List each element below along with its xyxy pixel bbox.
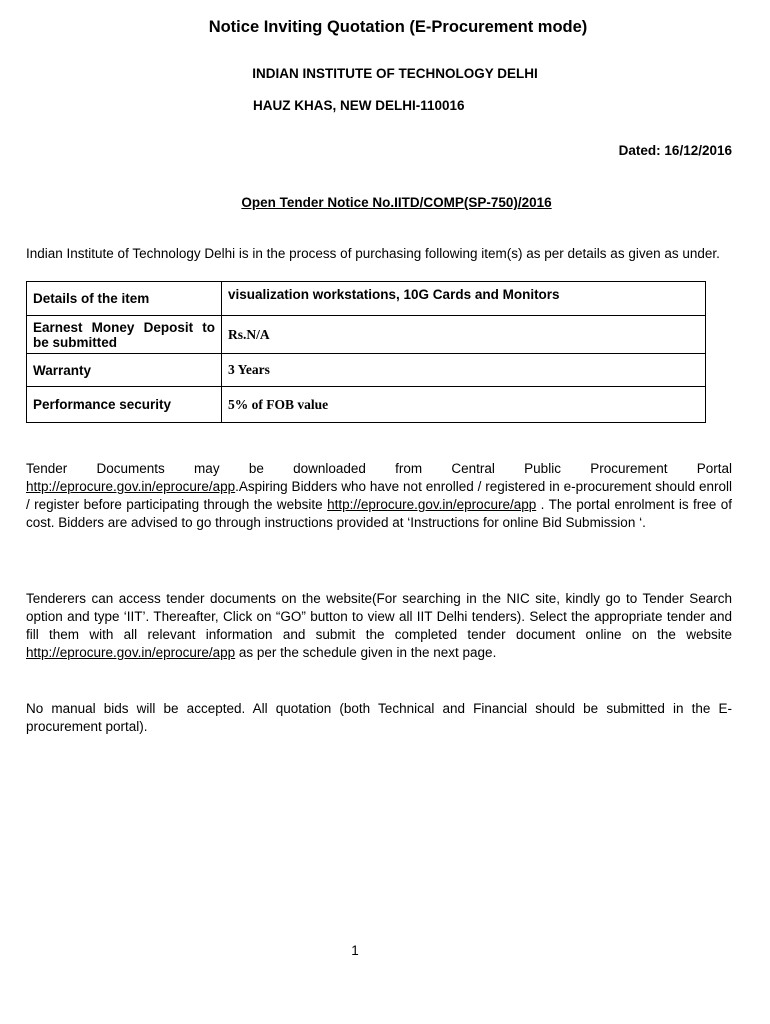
row-value-emd: Rs.N/A (222, 316, 706, 354)
eprocure-link-3[interactable]: http://eprocure.gov.in/eprocure/app (26, 645, 236, 660)
eprocure-link-1[interactable]: http://eprocure.gov.in/eprocure/app (26, 479, 236, 494)
row-value-security: 5% of FOB value (222, 387, 706, 423)
item-details-table (26, 281, 706, 423)
row-value-item: visualization workstations, 10G Cards and Monitors (222, 282, 706, 316)
download-paragraph (26, 460, 732, 532)
page-title: Notice Inviting Quotation (E-Procurement mode) (208, 18, 588, 36)
para2-text-end: as per the schedule given in the next page. (235, 645, 497, 660)
row-label-item: Details of the item (27, 282, 222, 316)
table-row (27, 354, 706, 387)
row-label-warranty: Warranty (27, 354, 222, 387)
access-paragraph (26, 590, 732, 662)
date-line: Dated: 16/12/2016 (618, 143, 732, 158)
table-row (27, 387, 706, 423)
eprocure-link-2[interactable]: http://eprocure.gov.in/eprocure/app (327, 497, 537, 512)
para1-text-start: Tender Documents may be downloaded from Central Public Procurement Portal (26, 461, 732, 476)
institute-name: INDIAN INSTITUTE OF TECHNOLOGY DELHI (252, 66, 538, 81)
row-label-emd: Earnest Money Deposit to be submitted (27, 316, 222, 354)
institute-address: HAUZ KHAS, NEW DELHI-110016 (253, 98, 465, 113)
page-number: 1 (351, 943, 359, 958)
table-row (27, 282, 706, 316)
para1-text-middle: .Aspiring Bidders who have not enrolled / registered in e-procurement should enroll / register before participating through the website (26, 479, 732, 512)
intro-paragraph: Indian Institute of Technology Delhi is in the process of purchasing following item(s) as per details as given as under. (26, 246, 720, 261)
table-row (27, 316, 706, 354)
para2-text-start: Tenderers can access tender documents on the website(For searching in the NIC site, kindly go to Tender Search option and type ‘IIT’. Thereafter, Click on “GO” button to view all IIT Delhi tenders). Select the appropriate tender and fill them with all relevant information and submit the completed tender document online on the website (26, 591, 732, 642)
tender-number: Open Tender Notice No.IITD/COMP(SP-750)/2016 (241, 195, 552, 210)
manual-bids-paragraph: No manual bids will be accepted. All quotation (both Technical and Financial should be submitted in the E-procurement portal). (26, 701, 732, 734)
para1-text-end: . The portal enrolment is free of cost. Bidders are advised to go through instructions provided at ‘Instructions for online Bid Submission ‘. (26, 497, 732, 530)
row-label-security: Performance security (27, 387, 222, 423)
row-value-warranty: 3 Years (222, 354, 706, 387)
